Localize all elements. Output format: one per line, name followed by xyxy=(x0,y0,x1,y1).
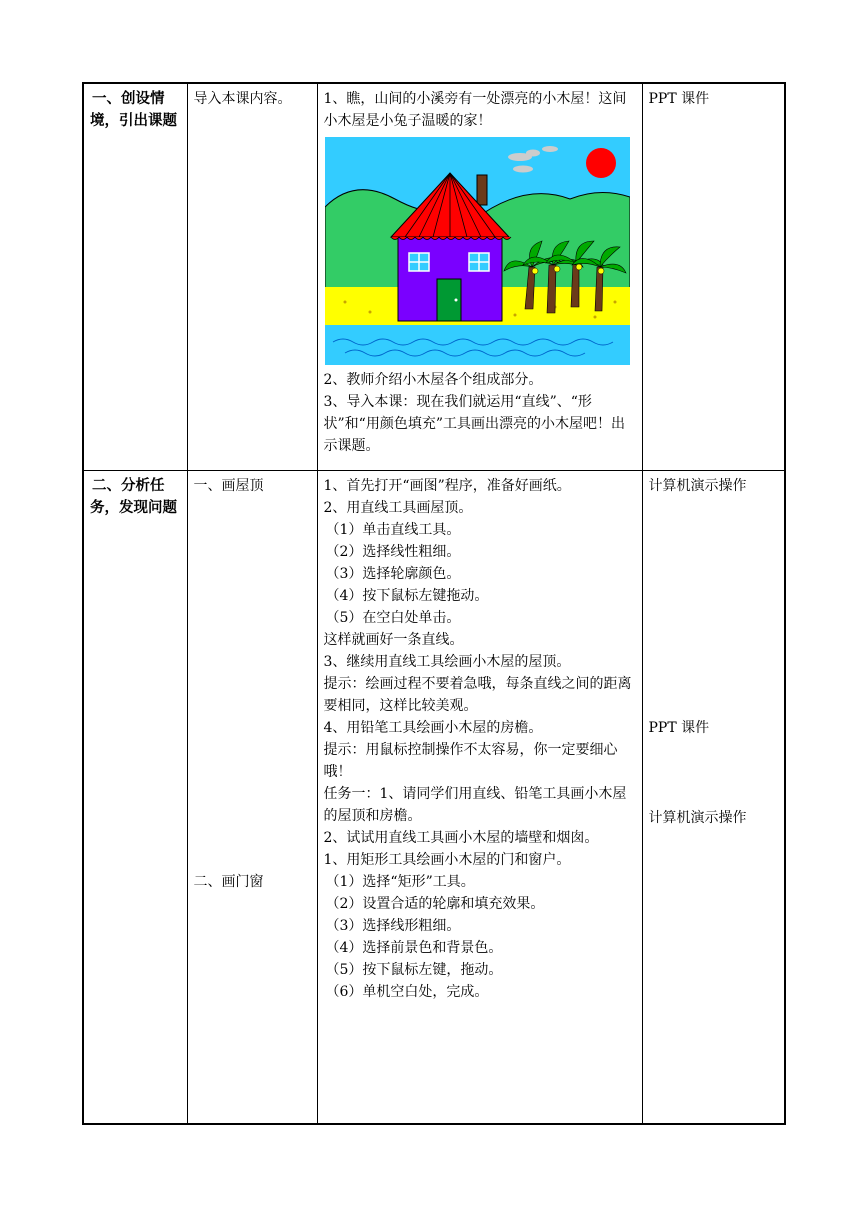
window-left xyxy=(409,253,429,271)
stage-title: 一、创设情境，引出课题 xyxy=(90,91,177,129)
content-line: （1）单击直线工具。 xyxy=(325,521,461,538)
content-line: （2）选择线性粗细。 xyxy=(325,543,461,560)
content-line: 提示：绘画过程不要着急哦，每条直线之间的距离要相同，这样比较美观。 xyxy=(323,675,632,714)
activity-cell xyxy=(187,83,317,470)
resource-text: PPT 课件 xyxy=(648,719,710,736)
resource-cell xyxy=(642,470,785,1124)
content-line: 任务一：1、请同学们用直线、铅笔工具画小木屋的屋顶和房檐。 xyxy=(323,785,627,824)
content-line: （4）按下鼠标左键拖动。 xyxy=(325,587,489,604)
content-line: （5）按下鼠标左键，拖动。 xyxy=(325,961,503,978)
content-line: 2、用直线工具画屋顶。 xyxy=(323,499,473,516)
content-line: 3、导入本课：现在我们就运用“直线”、“形状”和“用颜色填充”工具画出漂亮的小木屋吧！出示课题。 xyxy=(323,394,625,454)
content-line: （1）选择“矩形”工具。 xyxy=(325,873,475,890)
door-knob xyxy=(454,299,457,302)
content-line: （6）单机空白处，完成。 xyxy=(325,983,489,1000)
content-line: （2）设置合适的轮廓和填充效果。 xyxy=(325,895,545,912)
lesson-plan-table xyxy=(82,82,786,1125)
table-row xyxy=(83,470,785,1124)
content-line: （3）选择线形粗细。 xyxy=(325,917,461,934)
content-line: （3）选择轮廓颜色。 xyxy=(325,565,461,582)
content-line: 1、首先打开“画图”程序，准备好画纸。 xyxy=(323,477,571,494)
resource-cell xyxy=(642,83,785,470)
content-line: 2、试试用直线工具画小木屋的墙壁和烟囱。 xyxy=(323,829,599,846)
water xyxy=(325,325,630,365)
window-right xyxy=(469,253,489,271)
eave xyxy=(391,237,511,240)
resource-text: 计算机演示操作 xyxy=(648,809,747,826)
table-row xyxy=(83,83,785,470)
content-line: 提示：用鼠标控制操作不太容易，你一定要细心哦！ xyxy=(323,741,618,780)
stage-cell xyxy=(83,470,187,1124)
cabin-illustration xyxy=(325,137,630,365)
content-cell xyxy=(317,470,642,1124)
resource-text: 计算机演示操作 xyxy=(648,477,747,494)
content-line: 这样就画好一条直线。 xyxy=(323,631,464,648)
content-line: （5）在空白处单击。 xyxy=(325,609,461,626)
content-line: 1、瞧，山间的小溪旁有一处漂亮的小木屋！这间小木屋是小兔子温暖的家！ xyxy=(323,91,627,129)
resource-text: PPT 课件 xyxy=(648,91,710,107)
content-line: 1、用矩形工具绘画小木屋的门和窗户。 xyxy=(323,851,571,868)
content-line: （4）选择前景色和背景色。 xyxy=(325,939,503,956)
chimney xyxy=(477,175,487,205)
activity-text: 一、画屋顶 xyxy=(193,477,264,494)
stage-title: 二、分析任务，发现问题 xyxy=(90,477,177,516)
content-line: 3、继续用直线工具绘画小木屋的屋顶。 xyxy=(323,653,571,670)
sun-icon xyxy=(586,148,616,178)
activity-text: 二、画门窗 xyxy=(193,873,264,890)
content-line: 4、用铅笔工具绘画小木屋的房檐。 xyxy=(323,719,543,736)
activity-text: 导入本课内容。 xyxy=(193,91,292,107)
activity-cell xyxy=(187,470,317,1124)
content-line: 2、教师介绍小木屋各个组成部分。 xyxy=(323,372,543,388)
content-cell xyxy=(317,83,642,470)
stage-cell xyxy=(83,83,187,470)
